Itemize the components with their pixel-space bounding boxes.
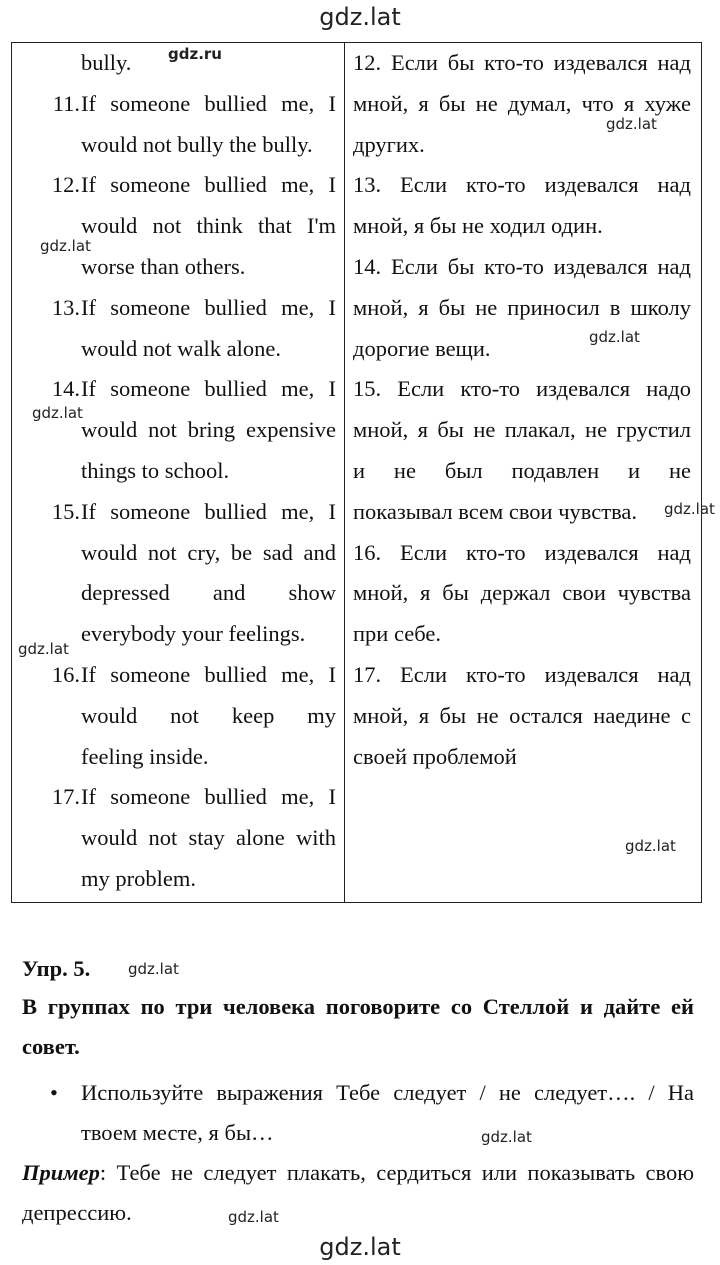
watermark-gdz-ru: gdz.ru (168, 45, 222, 63)
item-line: If someone bullied me, I (81, 376, 336, 402)
item-number: 14. (51, 376, 80, 402)
russian-items (346, 43, 696, 777)
english-item (12, 84, 344, 166)
item-line: If someone bullied me, I (81, 784, 336, 810)
item-line: 13. Если кто-то издевался над (353, 172, 691, 198)
watermark: gdz.lat (32, 404, 83, 422)
english-item (12, 777, 344, 899)
exercise-title: Упр. 5. (22, 956, 91, 981)
item-line: дорогие вещи. (353, 335, 491, 361)
example-text: : Тебе не следует плакать, сердиться или показывать свою депрессию. (22, 1160, 694, 1225)
english-item (12, 165, 344, 287)
item-line: depressed and show (81, 580, 336, 606)
item-line: показывал всем свои чувства. (353, 498, 638, 524)
watermark: gdz.lat (18, 640, 69, 658)
watermark: gdz.lat (40, 237, 91, 255)
item-number: 15. (51, 498, 80, 524)
item-line: would not walk alone. (81, 335, 281, 361)
item-line: If someone bullied me, I (81, 498, 336, 524)
bullet-icon: • (50, 1080, 58, 1105)
table-column-divider (344, 43, 345, 902)
english-item (12, 655, 344, 777)
item-line: would not cry, be sad and (81, 539, 336, 565)
continued-line: bully. (81, 50, 132, 75)
russian-item (346, 533, 696, 655)
english-item (12, 288, 344, 370)
english-column (12, 43, 344, 900)
item-line: 14. Если бы кто-то издевался над (353, 253, 691, 279)
item-number: 17. (51, 784, 80, 810)
watermark: gdz.lat (664, 500, 715, 518)
watermark: gdz.lat (481, 1128, 532, 1146)
item-line: мной, я бы не думал, что я хуже (353, 90, 691, 116)
item-line: своей проблемой (353, 743, 517, 769)
item-line: would not bully the bully. (81, 131, 313, 157)
item-line: things to school. (81, 457, 230, 483)
watermark: gdz.lat (606, 115, 657, 133)
watermark: gdz.lat (589, 328, 640, 346)
item-line: мной, я бы не приносил в школу (353, 294, 691, 320)
watermark-bottom: gdz.lat (319, 1233, 401, 1261)
item-number: 16. (51, 661, 80, 687)
russian-item (346, 43, 696, 165)
example-label: Пример (22, 1160, 100, 1185)
item-line: 12. Если бы кто-то издевался над (353, 50, 691, 75)
watermark-top: gdz.lat (319, 3, 401, 31)
watermark: gdz.lat (128, 960, 179, 978)
item-line: feeling inside. (81, 743, 209, 769)
item-line: 15. Если кто-то издевался надо (353, 376, 691, 402)
item-line: would not think that I'm (81, 213, 336, 239)
watermark: gdz.lat (625, 837, 676, 855)
item-line: 16. Если кто-то издевался над (353, 539, 691, 565)
item-line: 17. Если кто-то издевался над (353, 661, 691, 687)
item-line: If someone bullied me, I (81, 661, 336, 687)
item-line: мной, я бы держал свои чувства (353, 580, 691, 606)
item-line: would not keep my (81, 702, 336, 728)
russian-item (346, 247, 696, 369)
russian-column (346, 43, 696, 777)
item-line: would not stay alone with (81, 825, 336, 851)
item-line: worse than others. (81, 253, 246, 279)
translation-table (11, 42, 702, 903)
item-line: других. (353, 131, 425, 157)
item-line: my problem. (81, 865, 196, 891)
item-line: и не был подавлен и не (353, 457, 691, 483)
exercise-description: В группах по три человека поговорите со Стеллой и дайте ей совет. (22, 994, 694, 1059)
russian-item (346, 369, 696, 532)
item-line: If someone bullied me, I (81, 172, 336, 198)
item-line: мной, я бы не плакал, не грустил (353, 417, 691, 443)
exercise-bullet (50, 1073, 694, 1153)
item-line: If someone bullied me, I (81, 90, 336, 116)
item-line: мной, я бы не ходил один. (353, 213, 603, 239)
item-line: everybody your feelings. (81, 621, 306, 647)
item-line: would not bring expensive (81, 417, 336, 443)
watermark: gdz.lat (228, 1208, 279, 1226)
item-line: мной, я бы не остался наедине с (353, 702, 691, 728)
bullet-text: Используйте выражения Тебе следует / не следует…. / На твоем месте, я бы… (81, 1080, 694, 1145)
item-number: 12. (51, 172, 80, 198)
english-item (12, 369, 344, 491)
item-number: 13. (51, 294, 80, 320)
example-paragraph (22, 1153, 694, 1233)
russian-item (346, 655, 696, 777)
english-item (12, 492, 344, 655)
item-line: при себе. (353, 621, 441, 647)
item-number: 11. (52, 90, 80, 116)
english-items (12, 84, 344, 900)
item-line: If someone bullied me, I (81, 294, 336, 320)
russian-item (346, 165, 696, 247)
